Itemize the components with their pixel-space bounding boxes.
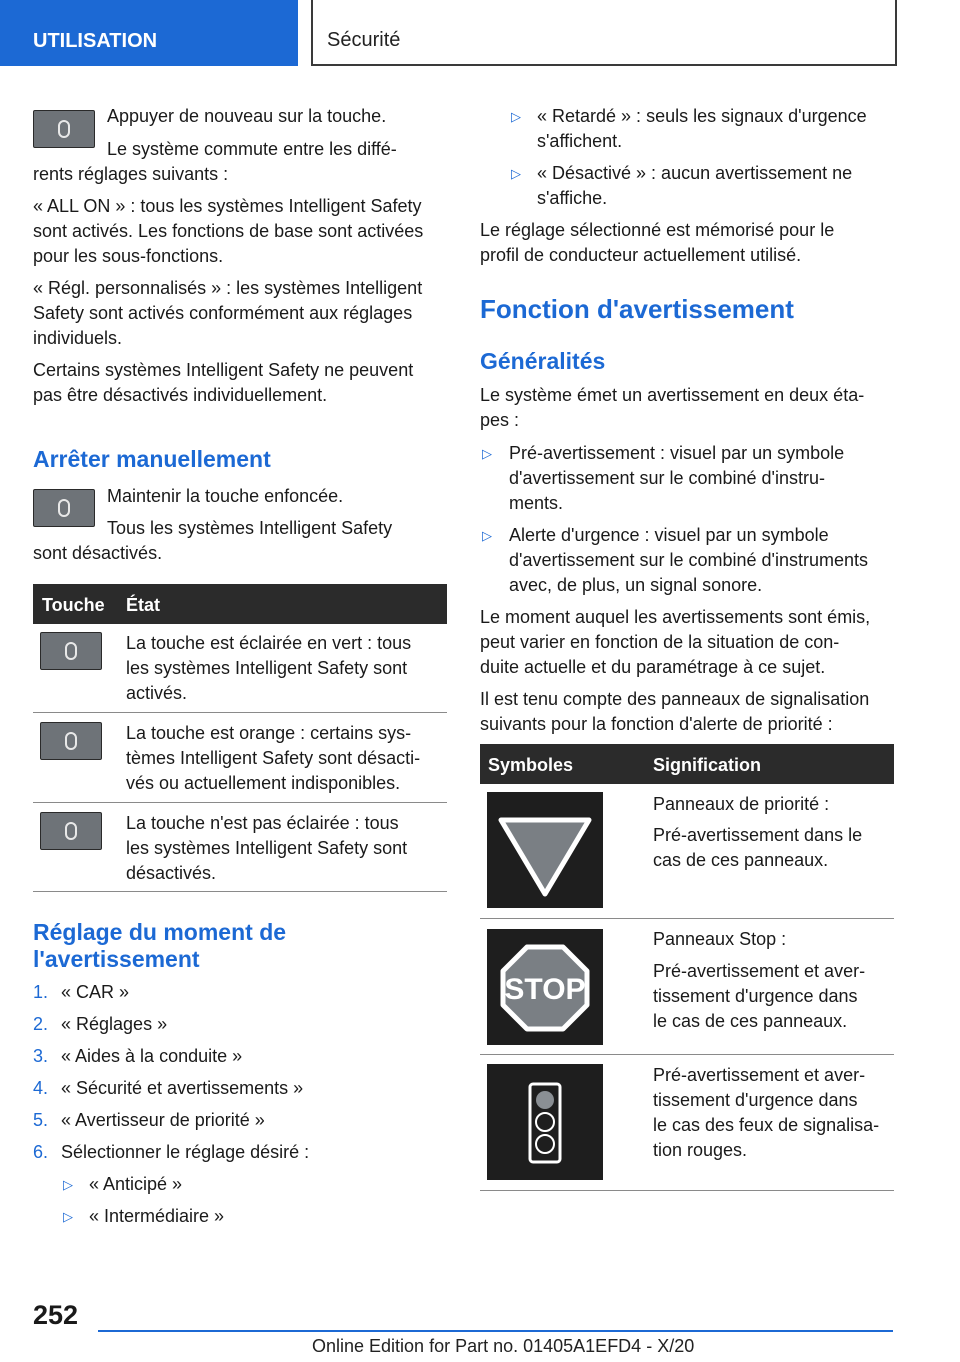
- col-symboles: Symboles: [488, 755, 574, 775]
- intro-line-2: Le système commute entre les diffé-: [107, 139, 397, 159]
- step-text: « Sécurité et avertissements »: [61, 1078, 304, 1098]
- step-number: 6.: [33, 1142, 49, 1162]
- regl-line-2: Safety sont activés conformément aux réglages: [33, 303, 413, 323]
- allon-line-3: pour les sous-fonctions.: [33, 246, 224, 266]
- sign-r2-line2: Pré-avertissement et aver-: [653, 961, 866, 981]
- intro-line-1: Appuyer de nouveau sur la touche.: [107, 106, 387, 126]
- arreter-line-2: Tous les systèmes Intelligent Safety: [107, 518, 393, 538]
- step-number: 2.: [33, 1014, 49, 1034]
- bullet-triangle-icon: ▷: [511, 166, 521, 181]
- safety-button-green-icon: [40, 632, 102, 670]
- pre-line2: d'avertissement sur le combiné d'instru-: [509, 468, 826, 488]
- step-text: « Avertisseur de priorité »: [61, 1110, 265, 1130]
- sign-r2-line3: tissement d'urgence dans: [653, 986, 858, 1006]
- bullet-triangle-icon: ▷: [63, 1209, 73, 1224]
- col-signification: Signification: [653, 755, 761, 775]
- row-divider: [480, 1054, 894, 1055]
- safety-button-icon: [33, 489, 95, 527]
- section-tab: [0, 0, 298, 66]
- heading-generalites: Généralités: [480, 348, 606, 374]
- certains-line-2: pas être désactivés individuellement.: [33, 385, 328, 405]
- stop-sign-text: STOP: [504, 973, 586, 1006]
- gen-line2: pes :: [480, 410, 520, 430]
- heading-reglage-2: l'avertissement: [33, 946, 200, 972]
- stop-sign-icon: [487, 929, 603, 1045]
- state-row1-line3: activés.: [126, 683, 188, 703]
- step-number: 1.: [33, 982, 49, 1002]
- safety-button-icon: [33, 110, 95, 148]
- step-number: 3.: [33, 1046, 49, 1066]
- sign-r3-line1: Pré-avertissement et aver-: [653, 1065, 866, 1085]
- bullet-triangle-icon: ▷: [482, 528, 492, 543]
- heading-reglage-1: Réglage du moment de: [33, 919, 287, 945]
- step-text: Sélectionner le réglage désiré :: [61, 1142, 310, 1162]
- alerte-line2: d'avertissement sur le combiné d'instruments: [509, 550, 869, 570]
- sign-r1-line2: Pré-avertissement dans le: [653, 825, 863, 845]
- pre-line3: ments.: [509, 493, 564, 513]
- sign-table-header: [480, 744, 894, 784]
- step-text: « CAR »: [61, 982, 130, 1002]
- row-divider: [33, 891, 447, 892]
- sign-r3-line3: le cas des feux de signalisa-: [653, 1115, 880, 1135]
- sign-r2-line4: le cas de ces panneaux.: [653, 1011, 848, 1031]
- page-number: 252: [33, 1300, 79, 1330]
- arreter-line-1: Maintenir la touche enfoncée.: [107, 486, 344, 506]
- sign-r2-line1: Panneaux Stop :: [653, 929, 787, 949]
- sign-r1-line3: cas de ces panneaux.: [653, 850, 829, 870]
- bul2-line2: s'affiche.: [537, 188, 608, 208]
- pre-line1: Pré-avertissement : visuel par un symbole: [509, 443, 845, 463]
- chapter-title: Sécurité: [327, 29, 401, 51]
- step-number: 4.: [33, 1078, 49, 1098]
- arreter-line-3: sont désactivés.: [33, 543, 163, 563]
- intro-line-3: rents réglages suivants :: [33, 164, 229, 184]
- alerte-line1: Alerte d'urgence : visuel par un symbole: [509, 525, 829, 545]
- row-divider: [480, 918, 894, 919]
- state-row1-line2: les systèmes Intelligent Safety sont: [126, 658, 408, 678]
- heading-fonction: Fonction d'avertissement: [480, 294, 794, 324]
- bul1-line1: « Retardé » : seuls les signaux d'urgence: [537, 106, 867, 126]
- moment-line3: duite actuelle et du paramétrage à ce sujet.: [480, 657, 826, 677]
- chapter-tab: [311, 0, 897, 66]
- col-etat: État: [126, 595, 161, 615]
- allon-line-2: sont activés. Les fonctions de base sont activées: [33, 221, 424, 241]
- state-row3-line3: désactivés.: [126, 863, 217, 883]
- memo-line1: Le réglage sélectionné est mémorisé pour le: [480, 220, 835, 240]
- step-text: « Aides à la conduite »: [61, 1046, 243, 1066]
- tenu-line1: Il est tenu compte des panneaux de signalisation: [480, 689, 870, 709]
- bullet-triangle-icon: ▷: [482, 446, 492, 461]
- row-divider: [480, 1190, 894, 1191]
- moment-line1: Le moment auquel les avertissements sont émis,: [480, 607, 871, 627]
- memo-line2: profil de conducteur actuellement utilisé.: [480, 245, 802, 265]
- traffic-light-icon: [487, 1064, 603, 1180]
- safety-button-orange-icon: [40, 722, 102, 760]
- regl-line-1: « Régl. personnalisés » : les systèmes Intelligent: [33, 278, 423, 298]
- sign-r1-line1: Panneaux de priorité :: [653, 794, 830, 814]
- yield-sign-icon: [487, 792, 603, 908]
- moment-line2: peut varier en fonction de la situation de con-: [480, 632, 840, 652]
- row-divider: [33, 712, 447, 713]
- edition-note: Online Edition for Part no. 01405A1EFD4 - X/20: [312, 1336, 695, 1356]
- state-row2-line2: tèmes Intelligent Safety sont désacti-: [126, 748, 421, 768]
- sub-option: « Anticipé »: [89, 1174, 183, 1194]
- step-number: 5.: [33, 1110, 49, 1130]
- footer-rule: [98, 1330, 893, 1332]
- sub-option: « Intermédiaire »: [89, 1206, 225, 1226]
- tenu-line2: suivants pour la fonction d'alerte de priorité :: [480, 714, 833, 734]
- state-table-header: [33, 584, 447, 624]
- bul1-line2: s'affichent.: [537, 131, 623, 151]
- bul2-line1: « Désactivé » : aucun avertissement ne: [537, 163, 853, 183]
- bullet-triangle-icon: ▷: [511, 109, 521, 124]
- allon-line-1: « ALL ON » : tous les systèmes Intelligent Safety: [33, 196, 422, 216]
- section-title: UTILISATION: [33, 30, 158, 52]
- state-row3-line2: les systèmes Intelligent Safety sont: [126, 838, 408, 858]
- alerte-line3: avec, de plus, un signal sonore.: [509, 575, 763, 595]
- bullet-triangle-icon: ▷: [63, 1177, 73, 1192]
- sign-r3-line2: tissement d'urgence dans: [653, 1090, 858, 1110]
- certains-line-1: Certains systèmes Intelligent Safety ne peuvent: [33, 360, 414, 380]
- state-row1-line1: La touche est éclairée en vert : tous: [126, 633, 412, 653]
- state-row3-line1: La touche n'est pas éclairée : tous: [126, 813, 399, 833]
- heading-arreter: Arrêter manuellement: [33, 446, 271, 472]
- regl-line-3: individuels.: [33, 328, 123, 348]
- gen-line1: Le système émet un avertissement en deux éta-: [480, 385, 865, 405]
- col-touche: Touche: [42, 595, 105, 615]
- safety-button-off-icon: [40, 812, 102, 850]
- row-divider: [33, 802, 447, 803]
- step-text: « Réglages »: [61, 1014, 168, 1034]
- state-row2-line1: La touche est orange : certains sys-: [126, 723, 412, 743]
- state-row2-line3: vés ou actuellement indisponibles.: [126, 773, 401, 793]
- sign-r3-line4: tion rouges.: [653, 1140, 748, 1160]
